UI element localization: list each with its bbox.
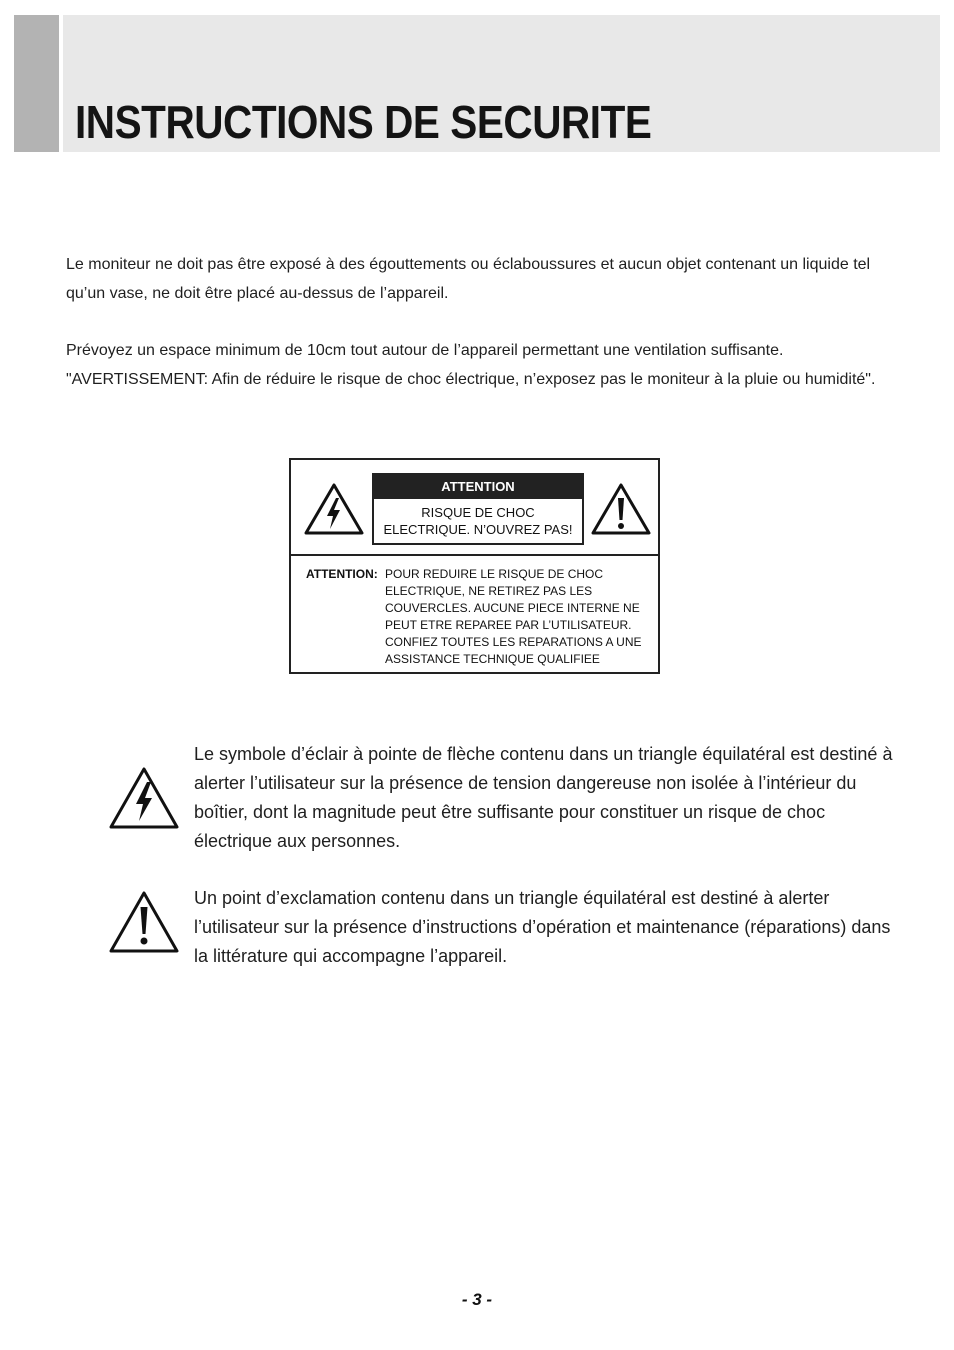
exclamation-symbol-text: Un point d’exclamation contenu dans un triangle équilatéral est destiné à alerter l’utilisateur sur la présence d’instructions d’opération et maintenance (réparations) dans la littérature qui accompagne l’appareil. — [194, 888, 891, 966]
attention-line-2: ELECTRIQUE. N’OUVREZ PAS! — [383, 522, 573, 537]
exclamation-warning-icon — [590, 482, 652, 536]
attention-bottom-line: ELECTRIQUE, NE RETIREZ PAS LES — [385, 584, 593, 598]
attention-bottom-title: ATTENTION: — [306, 567, 378, 581]
ventilation-block — [66, 336, 896, 394]
attention-bottom-line: PEUT ETRE REPAREE PAR L’UTILISATEUR. — [385, 618, 632, 632]
attention-line-1: RISQUE DE CHOC — [421, 505, 535, 520]
header-side-bar — [14, 15, 59, 152]
drip-warning-paragraph: Le moniteur ne doit pas être exposé à des égouttements ou éclaboussures et aucun objet contenant un liquide tel qu’un vase, ne doit être placé au-dessus de l’appareil. — [66, 256, 871, 302]
attention-bottom-line: ASSISTANCE TECHNIQUE QUALIFIEE — [385, 652, 600, 666]
attention-bottom-text — [385, 566, 655, 668]
ventilation-paragraph: Prévoyez un espace minimum de 10cm tout autour de l’appareil permettant une ventilation suffisante. — [66, 342, 784, 359]
lightning-symbol-text: Le symbole d’éclair à pointe de flèche contenu dans un triangle équilatéral est destiné à alerter l’utilisateur sur la présence de tension dangereuse non isolée à l’intérieur du boîtier, dont la magnitude peut être suffisante pour constituer un risque de choc électrique aux personnes. — [194, 744, 893, 851]
lightning-warning-icon — [108, 766, 180, 830]
page-number: - 3 - — [461, 1290, 493, 1309]
attention-panel — [372, 473, 584, 545]
exclamation-warning-icon — [108, 890, 180, 954]
attention-bottom-line: POUR REDUIRE LE RISQUE DE CHOC — [385, 567, 604, 581]
attention-header: ATTENTION — [374, 475, 582, 499]
page-title: INSTRUCTIONS DE SECURITE — [75, 96, 652, 148]
attention-bottom-line: CONFIEZ TOUTES LES REPARATIONS A UNE — [385, 635, 642, 649]
lightning-warning-icon — [303, 482, 365, 536]
attention-bottom-line: COUVERCLES. AUCUNE PIECE INTERNE NE — [385, 601, 640, 615]
moisture-warning-paragraph: "AVERTISSEMENT: Afin de réduire le risque de choc électrique, n’exposez pas le moniteur à la pluie ou humidité". — [66, 371, 876, 388]
caution-label-top — [291, 460, 658, 556]
caution-label — [289, 458, 660, 674]
